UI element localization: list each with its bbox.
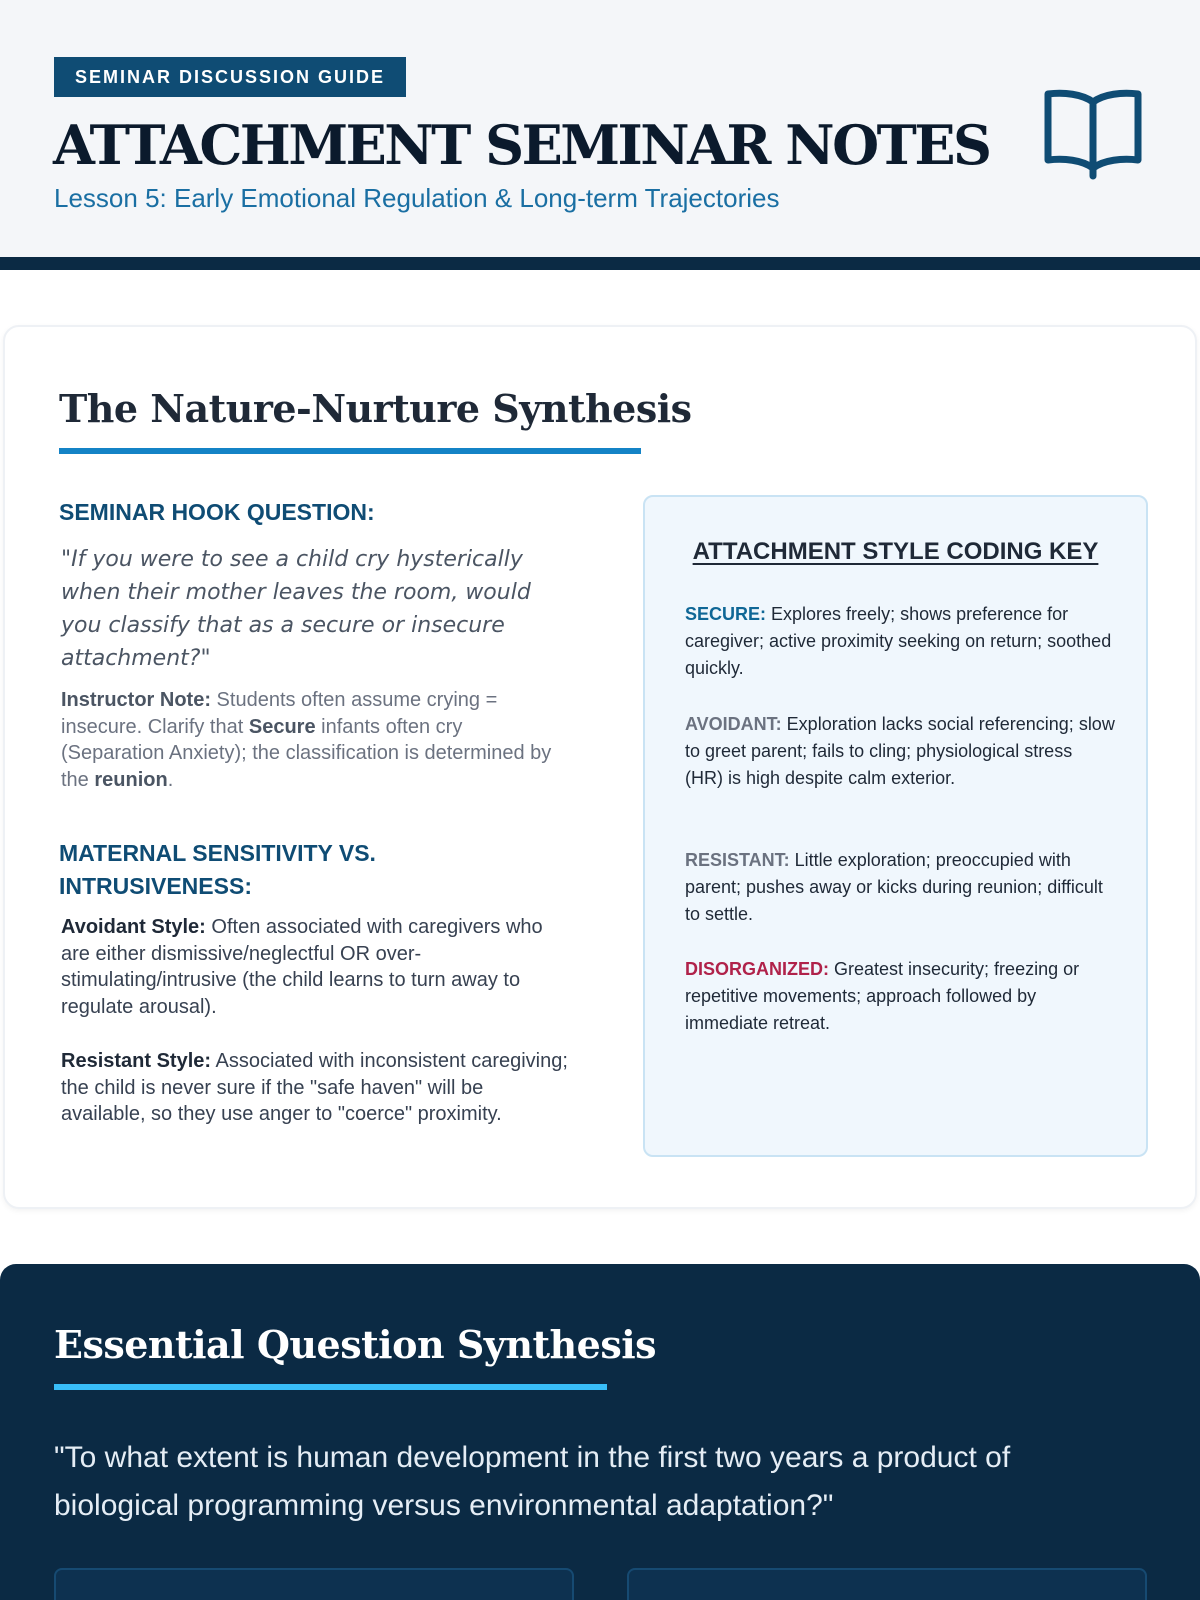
essential-title-underline [54,1384,607,1390]
nature-nurture-card [3,325,1197,1209]
response-box-right [627,1568,1147,1600]
response-box-left [54,1568,574,1600]
key-item-disorganized: DISORGANIZED: Greatest insecurity; freezing or repetitive movements; approach followed by immediate retreat. [685,959,1080,1033]
key-item-secure: SECURE: Explores freely; shows preference for caregiver; active proximity seeking on return; soothed quickly. [685,604,1112,678]
guide-label-badge: SEMINAR DISCUSSION GUIDE [54,57,406,97]
hook-question-label: SEMINAR HOOK QUESTION: [59,499,375,525]
header-divider [0,257,1200,270]
avoidant-style-paragraph: Avoidant Style: Often associated with caregivers who are either dismissive/neglectful OR over-stimulating/intrusive (the child learns to turn away to regulate arousal). [61,916,543,1018]
key-item-resistant: RESISTANT: Little exploration; preoccupied with parent; pushes away or kicks during reunion; difficult to settle. [685,850,1103,924]
lesson-subtitle: Lesson 5: Early Emotional Regulation & Long-term Trajectories [54,183,780,213]
section-title: The Nature-Nurture Synthesis [59,386,692,431]
hook-question-quote: "If you were to see a child cry hysterically when their mother leaves the room, would you classify that as a secure or insecure attachment?" [61,547,531,671]
coding-key-title: ATTACHMENT STYLE CODING KEY [692,538,1099,565]
section-title-underline [59,448,641,454]
instructor-note: Instructor Note: Students often assume crying = insecure. Clarify that Secure infants often cry (Separation Anxiety); the classification is determined by the reunion. [61,689,552,791]
coding-key-box [643,495,1148,1157]
page-header [0,0,1200,257]
instructor-note-label: Instructor Note: [61,689,211,711]
key-item-avoidant: AVOIDANT: Exploration lacks social referencing; slow to greet parent; fails to cling; physiological stress (HR) is high despite calm exterior. [685,714,1115,788]
essential-title: Essential Question Synthesis [54,1322,657,1367]
book-icon [1042,88,1144,182]
page-title: ATTACHMENT SEMINAR NOTES [53,113,990,177]
essential-question-section [0,1264,1200,1600]
resistant-style-paragraph: Resistant Style: Associated with inconsistent caregiving; the child is never sure if the "safe haven" will be available, so they use anger to "coerce" proximity. [61,1050,568,1125]
essential-quote: "To what extent is human development in the first two years a product of biological programming versus environmental adaptation?" [54,1441,1011,1522]
maternal-sensitivity-label: MATERNAL SENSITIVITY VS. INTRUSIVENESS: [59,840,376,899]
